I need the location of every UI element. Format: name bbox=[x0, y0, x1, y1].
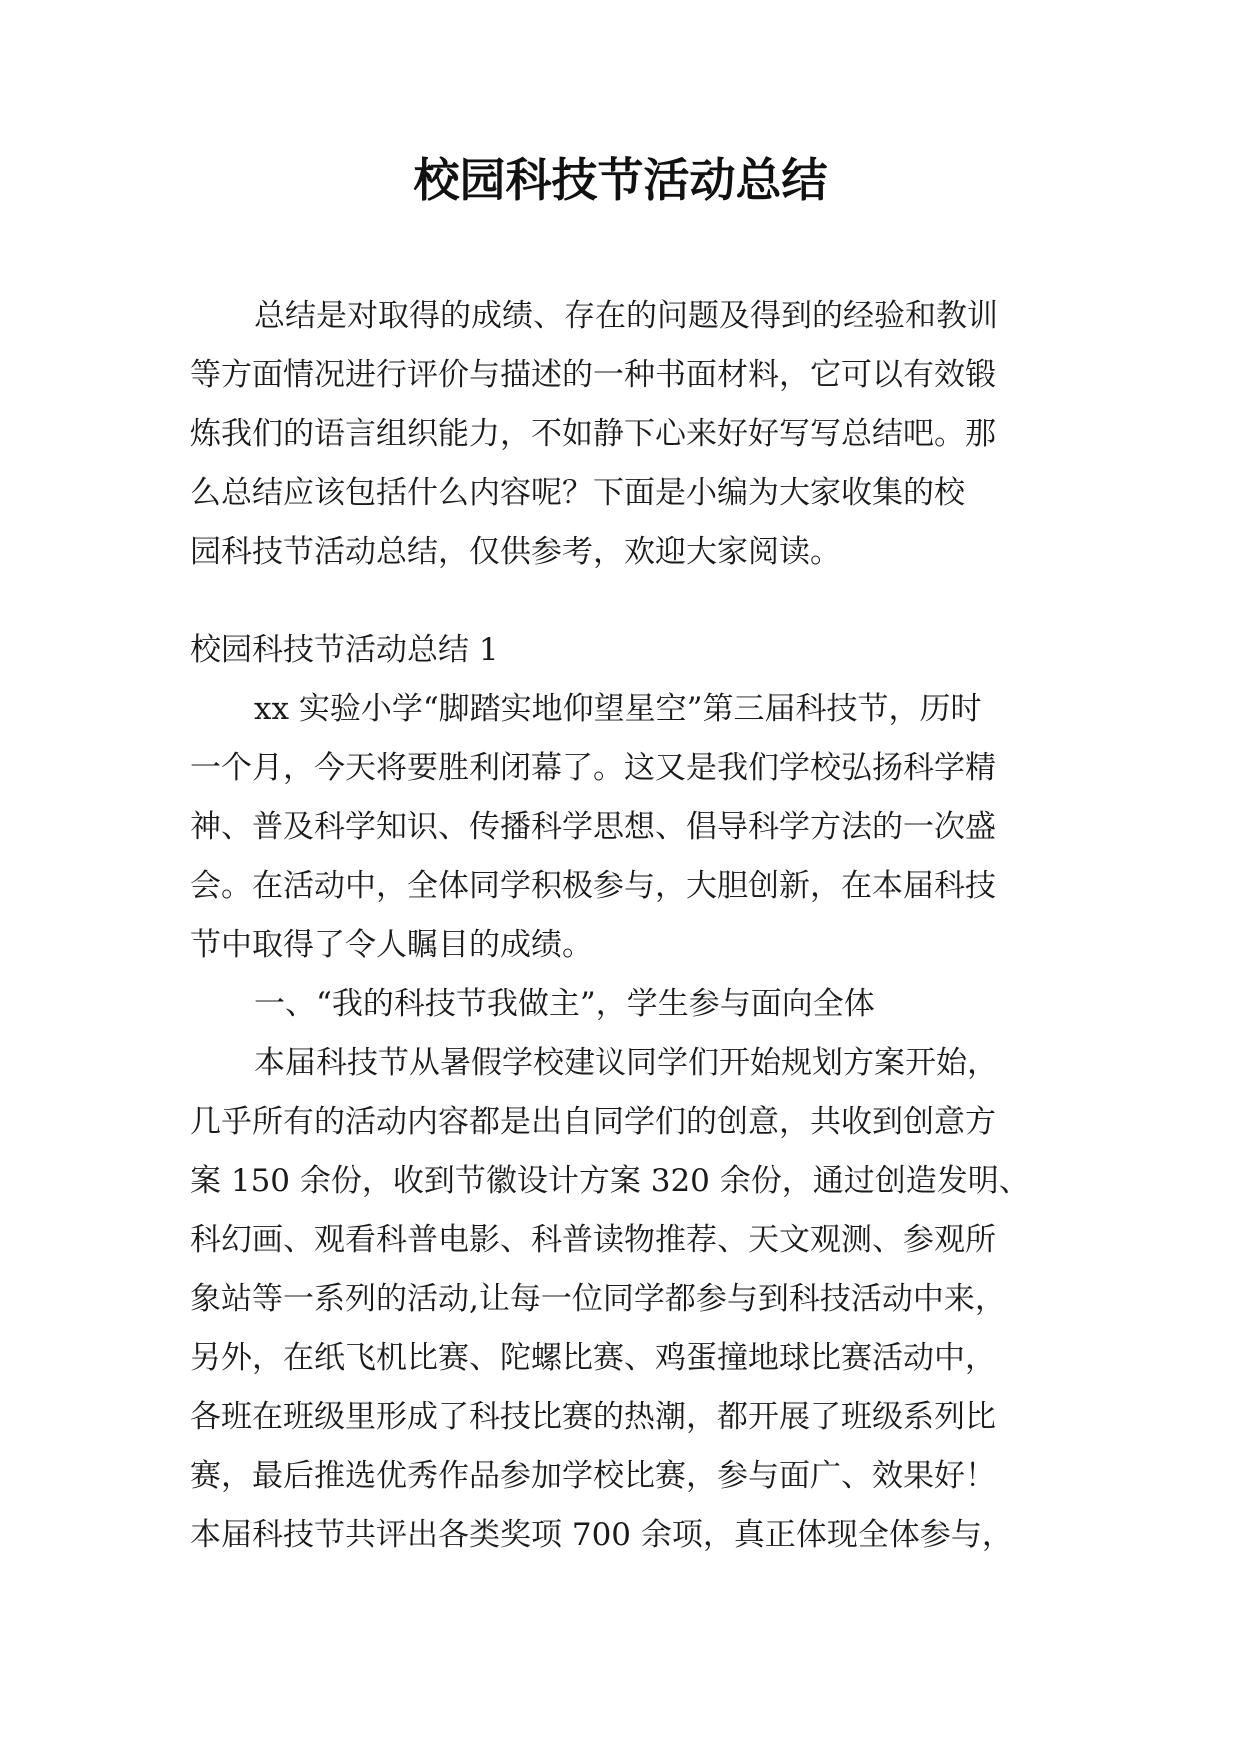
paragraph-line: 各班在班级里形成了科技比赛的热潮，都开展了班级系列比 bbox=[190, 1399, 996, 1435]
paragraph-line: 神、普及科学知识、传播科学思想、倡导科学方法的一次盛 bbox=[190, 809, 996, 845]
document-body bbox=[190, 287, 1060, 1565]
section-heading: 校园科技节活动总结 1 bbox=[190, 632, 499, 668]
paragraph-line: 赛，最后推选优秀作品参加学校比赛，参与面广、效果好！ bbox=[190, 1458, 996, 1494]
intro-line: 等方面情况进行评价与描述的一种书面材料，它可以有效锻 bbox=[190, 357, 996, 393]
paragraph-line: 本届科技节共评出各类奖项 700 余项，真正体现全体参与， bbox=[190, 1517, 1013, 1553]
intro-line: 园科技节活动总结，仅供参考，欢迎大家阅读。 bbox=[190, 534, 841, 570]
paragraph-line: 几乎所有的活动内容都是出自同学们的创意，共收到创意方 bbox=[190, 1104, 996, 1140]
document-title: 校园科技节活动总结 bbox=[413, 153, 828, 207]
intro-line: 么总结应该包括什么内容呢？下面是小编为大家收集的校 bbox=[190, 475, 965, 511]
paragraph-line: 科幻画、观看科普电影、科普读物推荐、天文观测、参观所 bbox=[190, 1222, 996, 1258]
paragraph-line: xx 实验小学“脚踏实地仰望星空”第三届科技节，历时 bbox=[254, 691, 982, 727]
intro-line: 总结是对取得的成绩、存在的问题及得到的经验和教训 bbox=[254, 298, 998, 334]
intro-paragraph bbox=[190, 287, 1060, 582]
paragraph-line: 本届科技节从暑假学校建议同学们开始规划方案开始， bbox=[254, 1045, 998, 1081]
paragraph-line: 案 150 余份，收到节徽设计方案 320 余份，通过创造发明、 bbox=[190, 1163, 1030, 1199]
paragraph-line: 会。在活动中，全体同学积极参与，大胆创新，在本届科技 bbox=[190, 868, 996, 904]
paragraph-line: 另外，在纸飞机比赛、陀螺比赛、鸡蛋撞地球比赛活动中， bbox=[190, 1340, 996, 1376]
intro-line: 炼我们的语言组织能力，不如静下心来好好写写总结吧。那 bbox=[190, 416, 996, 452]
body-paragraph-1 bbox=[190, 680, 1060, 975]
paragraph-line: 一个月，今天将要胜利闭幕了。这又是我们学校弘扬科学精 bbox=[190, 750, 996, 786]
paragraph-line: 节中取得了令人瞩目的成绩。 bbox=[190, 927, 593, 963]
body-paragraph-2 bbox=[190, 1034, 1060, 1565]
subheading: 一、“我的科技节我做主”，学生参与面向全体 bbox=[254, 986, 875, 1022]
paragraph-line: 象站等一系列的活动,让每一位同学都参与到科技活动中来， bbox=[190, 1281, 1006, 1317]
